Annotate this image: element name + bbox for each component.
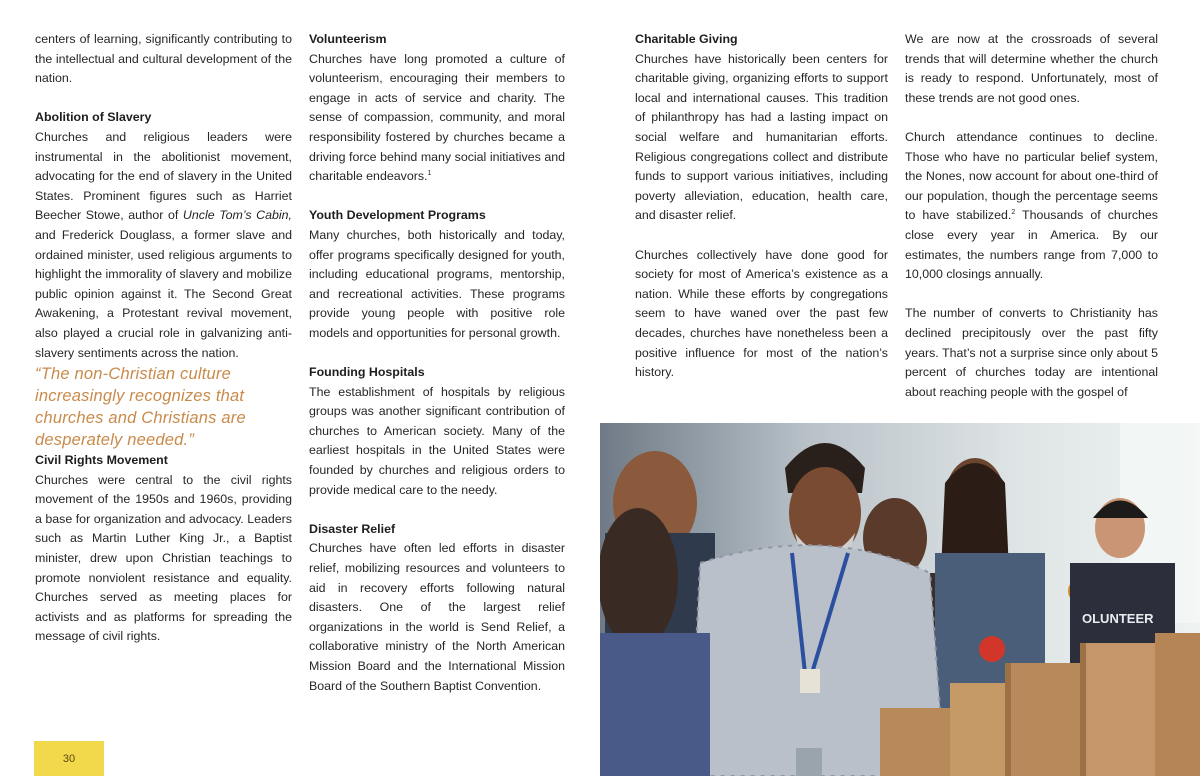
attendance-text-cont: Thousands of churches close every year in America. By our estimates, the numbers range from 7,000 to 10,000 closings annually. (905, 208, 1158, 282)
charitable-paragraph: Churches have historically been centers for charitable giving, organizing efforts to support local and international causes. This tradition of philanthropy has had a lasting impact on social welfare and humanitarian efforts. Religious congregations collect and distribute funds to support various initiatives, including poverty alleviation, education, health care, and disaster relief. (635, 51, 888, 223)
converts-paragraph: The number of converts to Christianity has declined precipitously over the past fifty years. That’s not a surprise since only about 5 percent of churches today are intentional about reaching people with the gospel of (905, 306, 1158, 399)
column-4 (905, 30, 1158, 402)
abolition-text-part2: and Frederick Douglass, a former slave and ordained minister, used religious arguments to highlight the immorality of slavery and mobilize public opinion against it. The Second Great Awakening, a Protestant revival movement, also played a crucial role in galvanizing anti-slavery sentiments across the nation. (35, 227, 292, 360)
volunteerism-text: Churches have long promoted a culture of volunteerism, encouraging their members to engage in acts of service and charity. The sense of compassion, community, and moral responsibility fostered by churches became a driving force behind many social initiatives and charitable endeavors. (309, 51, 565, 184)
intro-paragraph: centers of learning, significantly contributing to the intellectual and cultural development of the nation. (35, 32, 292, 86)
abolition-paragraph (35, 128, 292, 363)
hospitals-paragraph: The establishment of hospitals by religious groups was another significant contribution of churches to American society. Many of the earliest hospitals in the United States were founded by churches and religious orders to provide medical care to the needy. (309, 384, 565, 497)
civil-rights-heading: Civil Rights Movement (35, 453, 168, 468)
attendance-paragraph (905, 128, 1158, 285)
page-number: 30 (62, 752, 76, 765)
right-page (600, 0, 1200, 776)
shirt-text: OLUNTEER (1082, 611, 1154, 626)
footnote-marker: 2 (1011, 209, 1016, 217)
hospitals-heading: Founding Hospitals (309, 365, 425, 380)
youth-heading: Youth Development Programs (309, 208, 486, 223)
column-3 (635, 30, 888, 383)
column-2 (309, 30, 565, 696)
volunteerism-paragraph (309, 50, 565, 187)
charitable-heading: Charitable Giving (635, 32, 738, 46)
pull-quote: “The non-Christian culture increasingly recognizes that churches and Christians are desperately needed.” (35, 365, 246, 450)
page-number-box (34, 741, 104, 776)
footnote-marker: 1 (427, 170, 432, 178)
abolition-heading: Abolition of Slavery (35, 110, 152, 125)
collective-paragraph: Churches collectively have done good for society for most of America’s existence as a nation. While these efforts by congregations seem to have waned over the past few decades, churches have nonetheless been a positive influence for most of the nation’s history. (635, 247, 888, 380)
volunteers-photo (600, 423, 1200, 776)
disaster-heading: Disaster Relief (309, 521, 396, 536)
volunteerism-heading: Volunteerism (309, 32, 387, 46)
disaster-paragraph: Churches have often led efforts in disaster relief, mobilizing resources and volunteers to aid in recovery efforts following natural disasters. One of the largest relief organizations in the world is Send Relief, a collaborative ministry of the North American Mission Board and the International Mission Board of the Southern Baptist Convention. (309, 541, 565, 693)
youth-paragraph: Many churches, both historically and today, offer programs specifically designed for youth, including educational programs, mentorship, and recreational activities. These programs provide young people with positive role models and opportunities for personal growth. (309, 227, 565, 340)
crossroads-paragraph: We are now at the crossroads of several trends that will determine whether the church is ready to respond. Unfortunately, most of these trends are not good ones. (905, 32, 1158, 105)
attendance-text: Church attendance continues to decline. Those who have no particular belief system, the Nones, now account for about one-third of our population, though the percentage seems to have stabilized. (905, 129, 1158, 223)
book-title: Uncle Tom’s Cabin, (182, 208, 292, 223)
column-1 (35, 30, 292, 647)
abolition-text-part1: Churches and religious leaders were instrumental in the abolitionist movement, advocating for the end of slavery in the United States. Prominent figures such as Harriet Beecher Stowe, author of (35, 129, 292, 223)
civil-rights-paragraph: Churches were central to the civil rights movement of the 1950s and 1960s, providing a base for organization and advocacy. Leaders such as Martin Luther King Jr., a Baptist minister, drew upon Christian teachings to promote nonviolent resistance and equality. Churches served as meeting places for activists and as platforms for spreading the message of civil rights. (35, 472, 292, 644)
